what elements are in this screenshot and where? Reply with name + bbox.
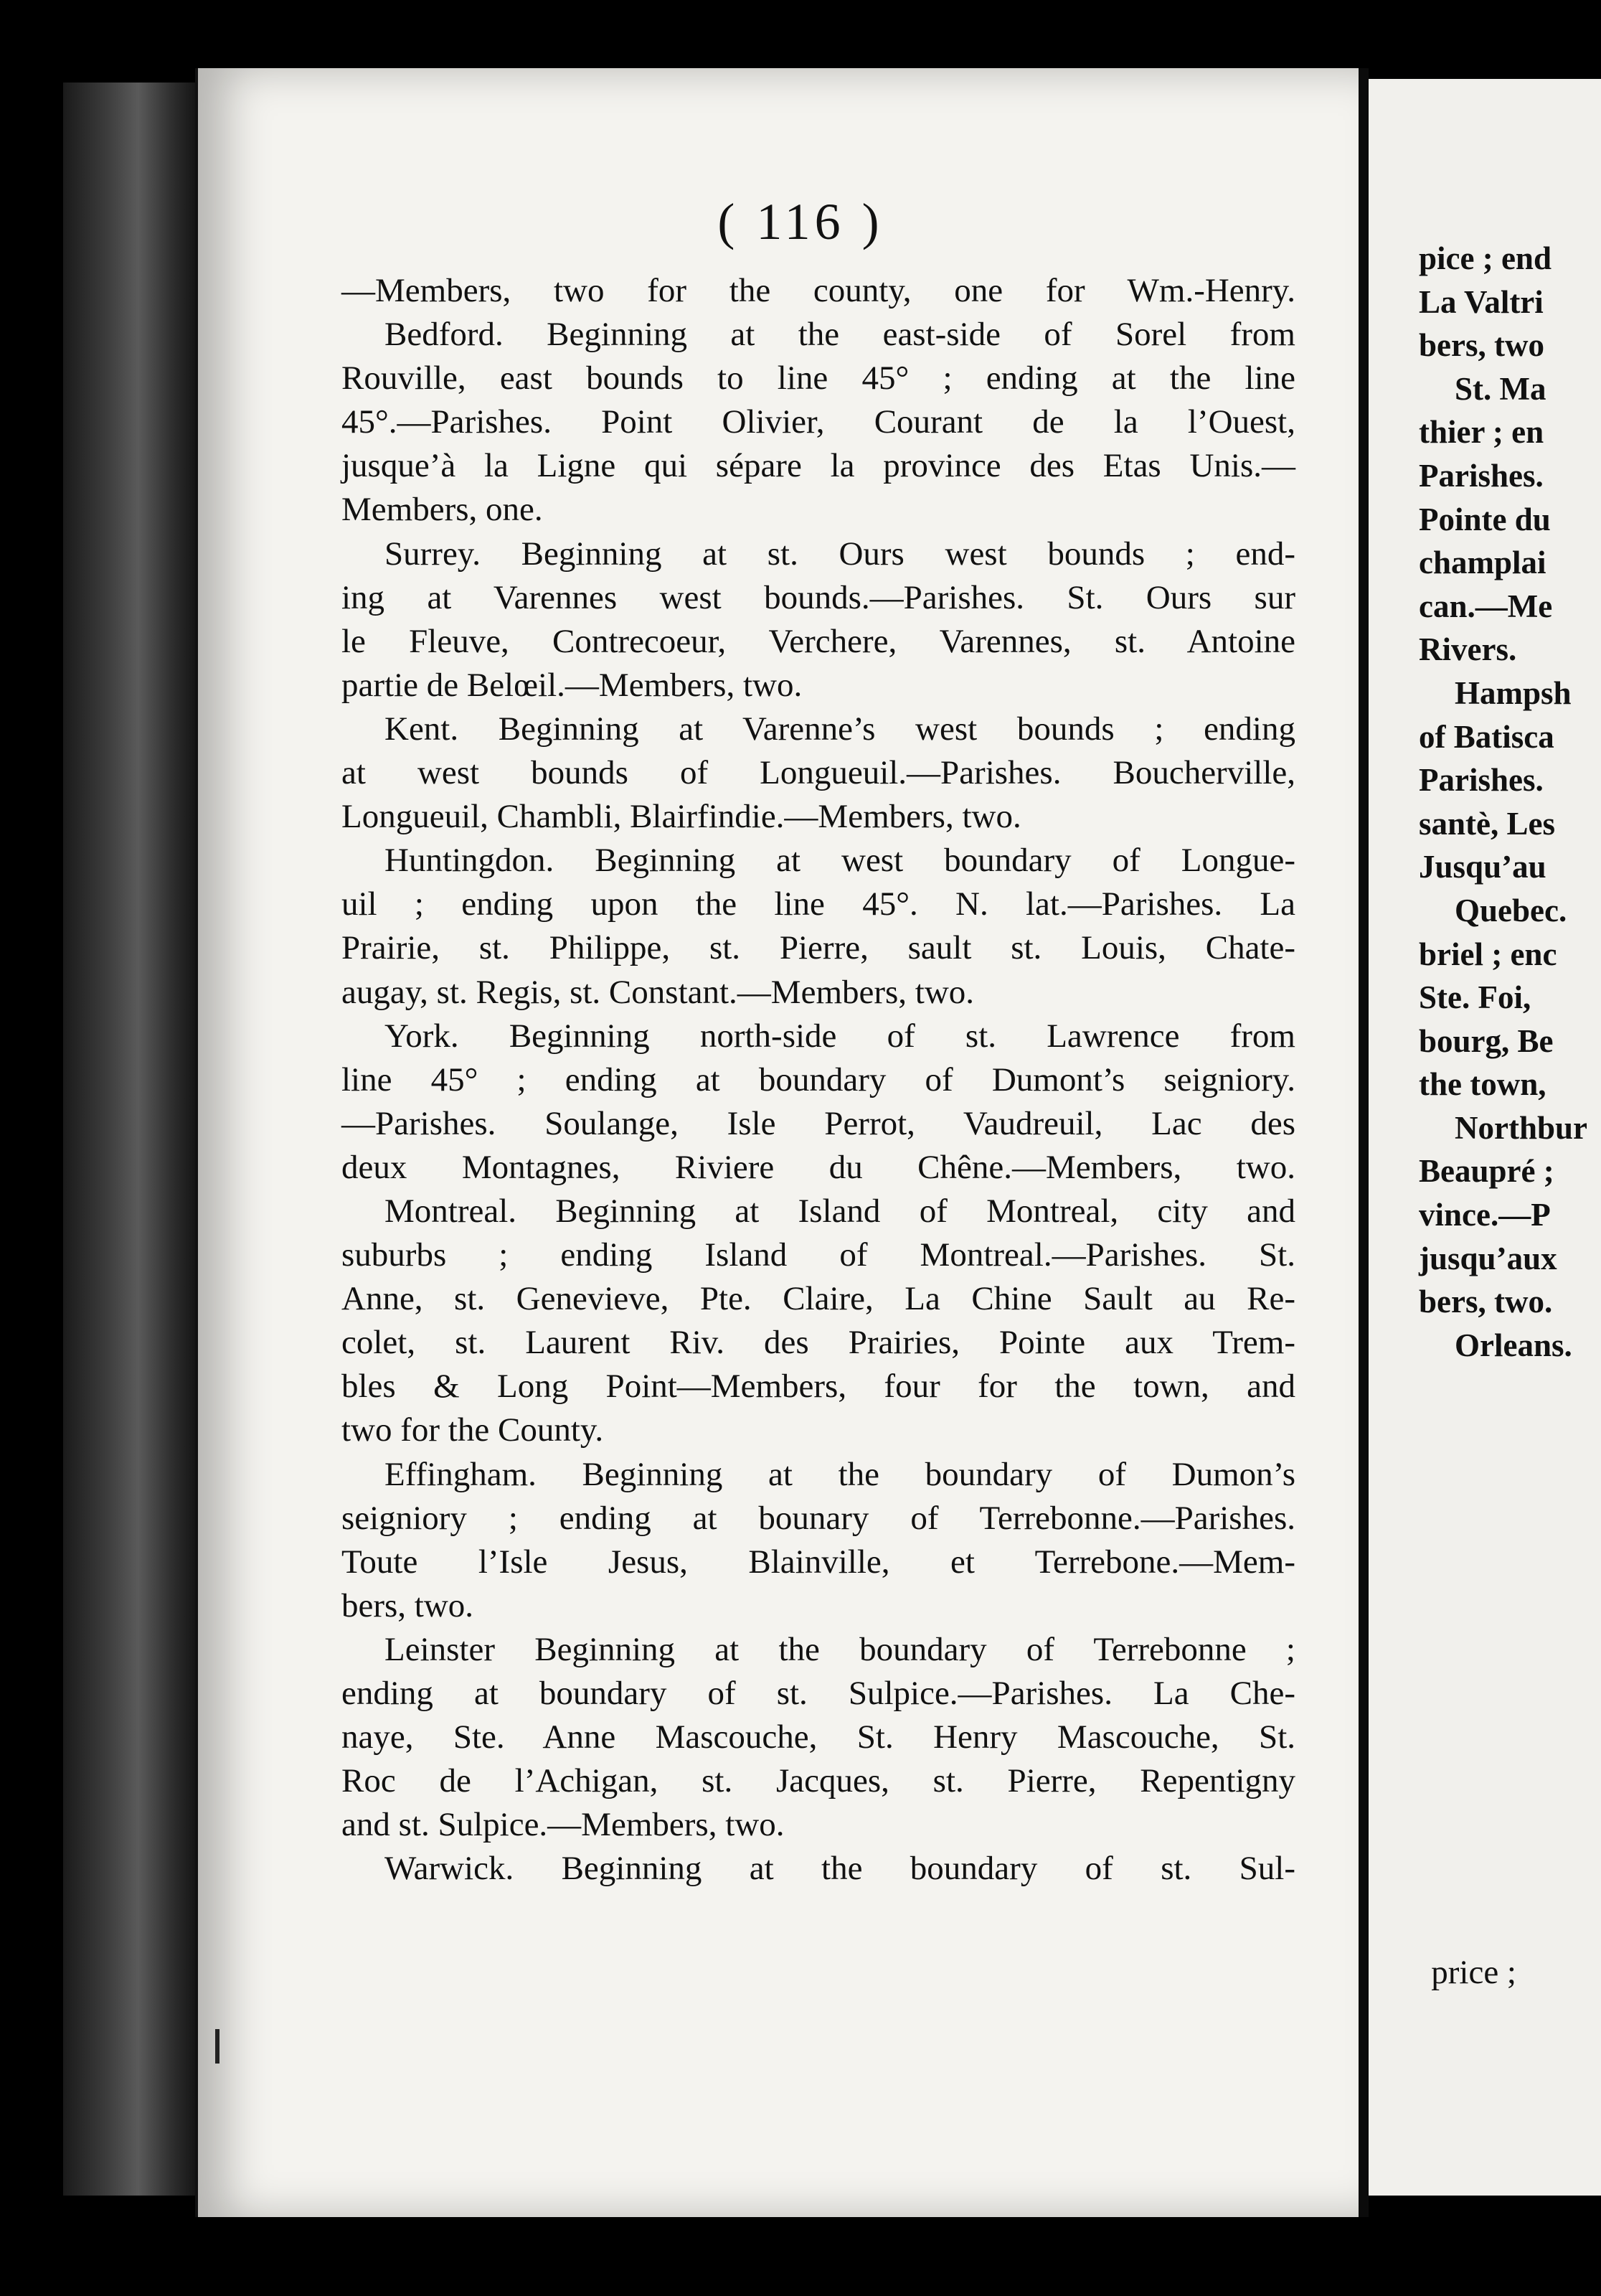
right-text-line: La Valtri [1419, 283, 1544, 320]
text-line: Leinster Beginning at the boundary of Terrebonne ; [384, 1630, 1295, 1668]
right-text-line: vince.—P [1419, 1197, 1551, 1233]
text-line: Toute l’Isle Jesus, Blainville, et Terrebone.—Mem- [341, 1543, 1295, 1581]
text-line: ending at boundary of st. Sulpice.—Parishes. La Che- [341, 1675, 1295, 1712]
text-line: Members, one. [341, 491, 543, 529]
text-line: —Parishes. Soulange, Isle Perrot, Vaudreuil, Lac des [341, 1104, 1295, 1142]
margin-mark [215, 2029, 219, 2064]
page-body-text [341, 269, 1295, 1891]
text-line: Prairie, st. Philippe, st. Pierre, sault st. Louis, Chate- [341, 929, 1295, 967]
right-text-line: can.—Me [1419, 588, 1553, 624]
text-line: Montreal. Beginning at Island of Montreal, city and [384, 1192, 1295, 1230]
right-text-line: Ste. Foi, [1419, 979, 1531, 1016]
text-line: uil ; ending upon the line 45°. N. lat.—Parishes. La [341, 885, 1295, 923]
text-line: —Members, two for the county, one for Wm.-Henry. [341, 272, 1295, 309]
text-line: two for the County. [341, 1411, 604, 1449]
right-text-line: bers, two. [1419, 1284, 1553, 1320]
text-line: deux Montagnes, Riviere du Chêne.—Members, two. [341, 1148, 1295, 1186]
text-line: jusque’à la Ligne qui sépare la province des Etas Unis.— [341, 447, 1295, 485]
text-line: Bedford. Beginning at the east-side of Sorel from [384, 316, 1295, 354]
right-text-line: thier ; en [1419, 414, 1544, 451]
right-text-line: bers, two [1419, 327, 1544, 364]
text-line: Roc de l’Achigan, st. Jacques, st. Pierre, Repentigny [341, 1762, 1295, 1800]
text-line: Surrey. Beginning at st. Ours west bounds ; end- [384, 535, 1295, 573]
text-line: ing at Varennes west bounds.—Parishes. St. Ours sur [341, 578, 1295, 616]
right-text-line: Orleans. [1455, 1327, 1572, 1363]
right-page [1369, 79, 1601, 2196]
book-spine-edge [63, 83, 199, 2196]
text-line: colet, st. Laurent Riv. des Prairies, Pointe aux Trem- [341, 1324, 1295, 1362]
text-line: seigniory ; ending at bounary of Terrebonne.—Parishes. [341, 1499, 1295, 1537]
text-line: bers, two. [341, 1586, 474, 1624]
page-gutter [1359, 68, 1369, 2217]
catchword: price ; [1431, 1954, 1516, 1991]
text-line: Effingham. Beginning at the boundary of Dumon’s [384, 1455, 1295, 1493]
text-line: suburbs ; ending Island of Montreal.—Parishes. St. [341, 1236, 1295, 1274]
text-line: augay, st. Regis, st. Constant.—Members, two. [341, 973, 975, 1011]
right-text-line: Northbur [1455, 1109, 1588, 1146]
right-text-line: Parishes. [1419, 762, 1544, 799]
text-line: 45°.—Parishes. Point Olivier, Courant de la l’Ouest, [341, 403, 1295, 441]
text-line: Rouville, east bounds to line 45° ; ending at the line [341, 359, 1295, 397]
right-text-line: Quebec. [1455, 892, 1567, 928]
text-line: partie de Belœil.—Members, two. [341, 666, 803, 704]
right-text-line: Jusqu’au [1419, 849, 1546, 885]
text-line: bles & Long Point—Members, four for the town, and [341, 1368, 1295, 1406]
right-text-line: jusqu’aux [1419, 1240, 1557, 1276]
right-text-line: Beaupré ; [1419, 1153, 1554, 1190]
text-line: Kent. Beginning at Varenne’s west bounds ; ending [384, 710, 1295, 748]
right-text-line: St. Ma [1455, 370, 1546, 407]
right-text-line: Pointe du [1419, 501, 1551, 537]
right-text-line: of Batisca [1419, 718, 1554, 755]
right-text-line: santè, Les [1419, 805, 1555, 842]
text-line: and st. Sulpice.—Members, two. [341, 1806, 785, 1844]
text-line: line 45° ; ending at boundary of Dumont’s seigniory. [341, 1060, 1295, 1098]
text-line: le Fleuve, Contrecoeur, Verchere, Varennes, st. Antoine [341, 622, 1295, 660]
text-line: at west bounds of Longueuil.—Parishes. Boucherville, [341, 754, 1295, 792]
right-text-line: bourg, Be [1419, 1022, 1554, 1059]
right-text-line: champlai [1419, 545, 1546, 581]
text-line: Warwick. Beginning at the boundary of st. Sul- [384, 1850, 1295, 1888]
text-line: Huntingdon. Beginning at west boundary of Longue- [384, 842, 1295, 880]
right-text-line: pice ; end [1419, 240, 1552, 276]
right-text-line: the town, [1419, 1066, 1546, 1103]
text-line: Longueuil, Chambli, Blairfindie.—Members, two. [341, 798, 1021, 836]
text-line: York. Beginning north-side of st. Lawrence from [384, 1017, 1295, 1055]
text-line: naye, Ste. Anne Mascouche, St. Henry Mascouche, St. [341, 1718, 1295, 1756]
right-text-line: Hampsh [1455, 674, 1572, 711]
page-number: ( 116 ) [717, 193, 884, 250]
text-line: Anne, st. Genevieve, Pte. Claire, La Chine Sault au Re- [341, 1280, 1295, 1318]
right-page-text [1419, 237, 1601, 1367]
right-text-line: briel ; enc [1419, 936, 1557, 972]
right-text-line: Parishes. [1419, 457, 1544, 494]
right-text-line: Rivers. [1419, 631, 1517, 668]
